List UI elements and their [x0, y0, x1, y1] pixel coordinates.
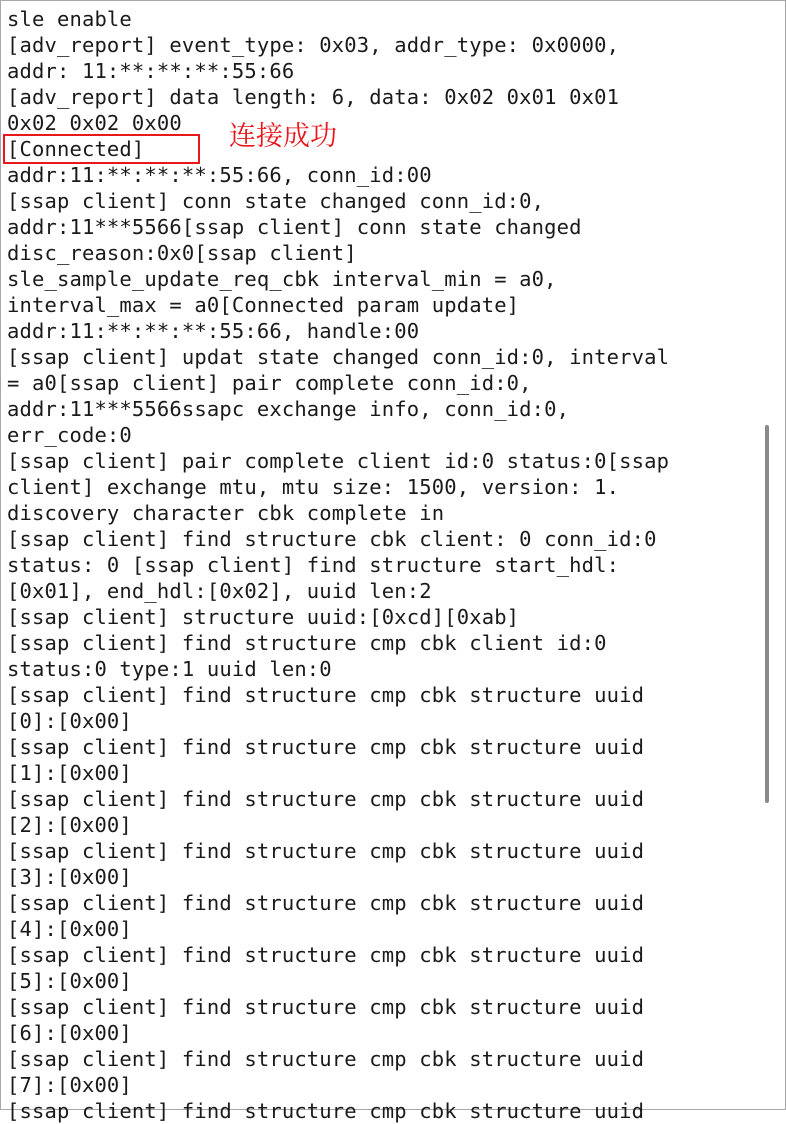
- log-line: discovery character cbk complete in: [7, 501, 445, 525]
- log-line: [ssap client] find structure cmp cbk structure uuid: [7, 839, 645, 863]
- log-line: err_code:0: [7, 423, 132, 447]
- log-line: [5]:[0x00]: [7, 969, 132, 993]
- log-line: = a0[ssap client] pair complete conn_id:0,: [7, 371, 532, 395]
- log-line: [4]:[0x00]: [7, 917, 132, 941]
- log-line: [2]:[0x00]: [7, 813, 132, 837]
- log-line: [adv_report] event_type: 0x03, addr_type: 0x0000,: [7, 33, 620, 57]
- log-line: [ssap client] find structure cmp cbk structure uuid: [7, 735, 645, 759]
- log-line: [ssap client] find structure cmp cbk structure uuid: [7, 683, 645, 707]
- log-output[interactable]: [7, 6, 752, 1123]
- log-line: [0x01], end_hdl:[0x02], uuid len:2: [7, 579, 432, 603]
- log-line: [ssap client] pair complete client id:0 status:0[ssap: [7, 449, 670, 473]
- log-line: sle_sample_update_req_cbk interval_min = a0,: [7, 267, 557, 291]
- log-line: [Connected]: [7, 137, 145, 161]
- log-line: [ssap client] find structure cmp cbk structure uuid: [7, 787, 645, 811]
- log-line: [ssap client] find structure cmp cbk structure uuid: [7, 1047, 645, 1071]
- log-line: sle enable: [7, 7, 132, 31]
- log-line: status:0 type:1 uuid len:0: [7, 657, 332, 681]
- log-line: [adv_report] data length: 6, data: 0x02 0x01 0x01: [7, 85, 620, 109]
- log-line: interval_max = a0[Connected param update]: [7, 293, 520, 317]
- log-line: disc_reason:0x0[ssap client]: [7, 241, 357, 265]
- log-line: [ssap client] updat state changed conn_id:0, interval: [7, 345, 670, 369]
- log-line: [ssap client] find structure cmp cbk client id:0: [7, 631, 607, 655]
- annotation-label: 连接成功: [229, 121, 337, 152]
- log-line: [0]:[0x00]: [7, 709, 132, 733]
- log-line: [ssap client] find structure cmp cbk structure uuid: [7, 891, 645, 915]
- log-line: addr: 11:**:**:**:55:66: [7, 59, 295, 83]
- log-line: addr:11***5566ssapc exchange info, conn_id:0,: [7, 397, 570, 421]
- connected-highlight-box: [3, 134, 200, 164]
- log-line: addr:11:**:**:**:55:66, handle:00: [7, 319, 420, 343]
- log-line: addr:11:**:**:**:55:66, conn_id:00: [7, 163, 432, 187]
- log-line: [ssap client] find structure cmp cbk structure uuid: [7, 1099, 645, 1123]
- log-line: addr:11***5566[ssap client] conn state changed: [7, 215, 582, 239]
- log-line: 0x02 0x02 0x00: [7, 111, 182, 135]
- log-line: [ssap client] find structure cbk client: 0 conn_id:0: [7, 527, 657, 551]
- log-line: [6]:[0x00]: [7, 1021, 132, 1045]
- log-line: status: 0 [ssap client] find structure start_hdl:: [7, 553, 620, 577]
- log-line: [ssap client] structure uuid:[0xcd][0xab]: [7, 605, 520, 629]
- log-line: [ssap client] conn state changed conn_id:0,: [7, 189, 545, 213]
- log-line: [ssap client] find structure cmp cbk structure uuid: [7, 943, 645, 967]
- log-line: client] exchange mtu, mtu size: 1500, version: 1.: [7, 475, 620, 499]
- log-line: [ssap client] find structure cmp cbk structure uuid: [7, 995, 645, 1019]
- log-line: [7]:[0x00]: [7, 1073, 132, 1097]
- log-line: [3]:[0x00]: [7, 865, 132, 889]
- vertical-scrollbar[interactable]: [753, 1, 785, 1109]
- log-line: [1]:[0x00]: [7, 761, 132, 785]
- scrollbar-thumb[interactable]: [765, 425, 769, 803]
